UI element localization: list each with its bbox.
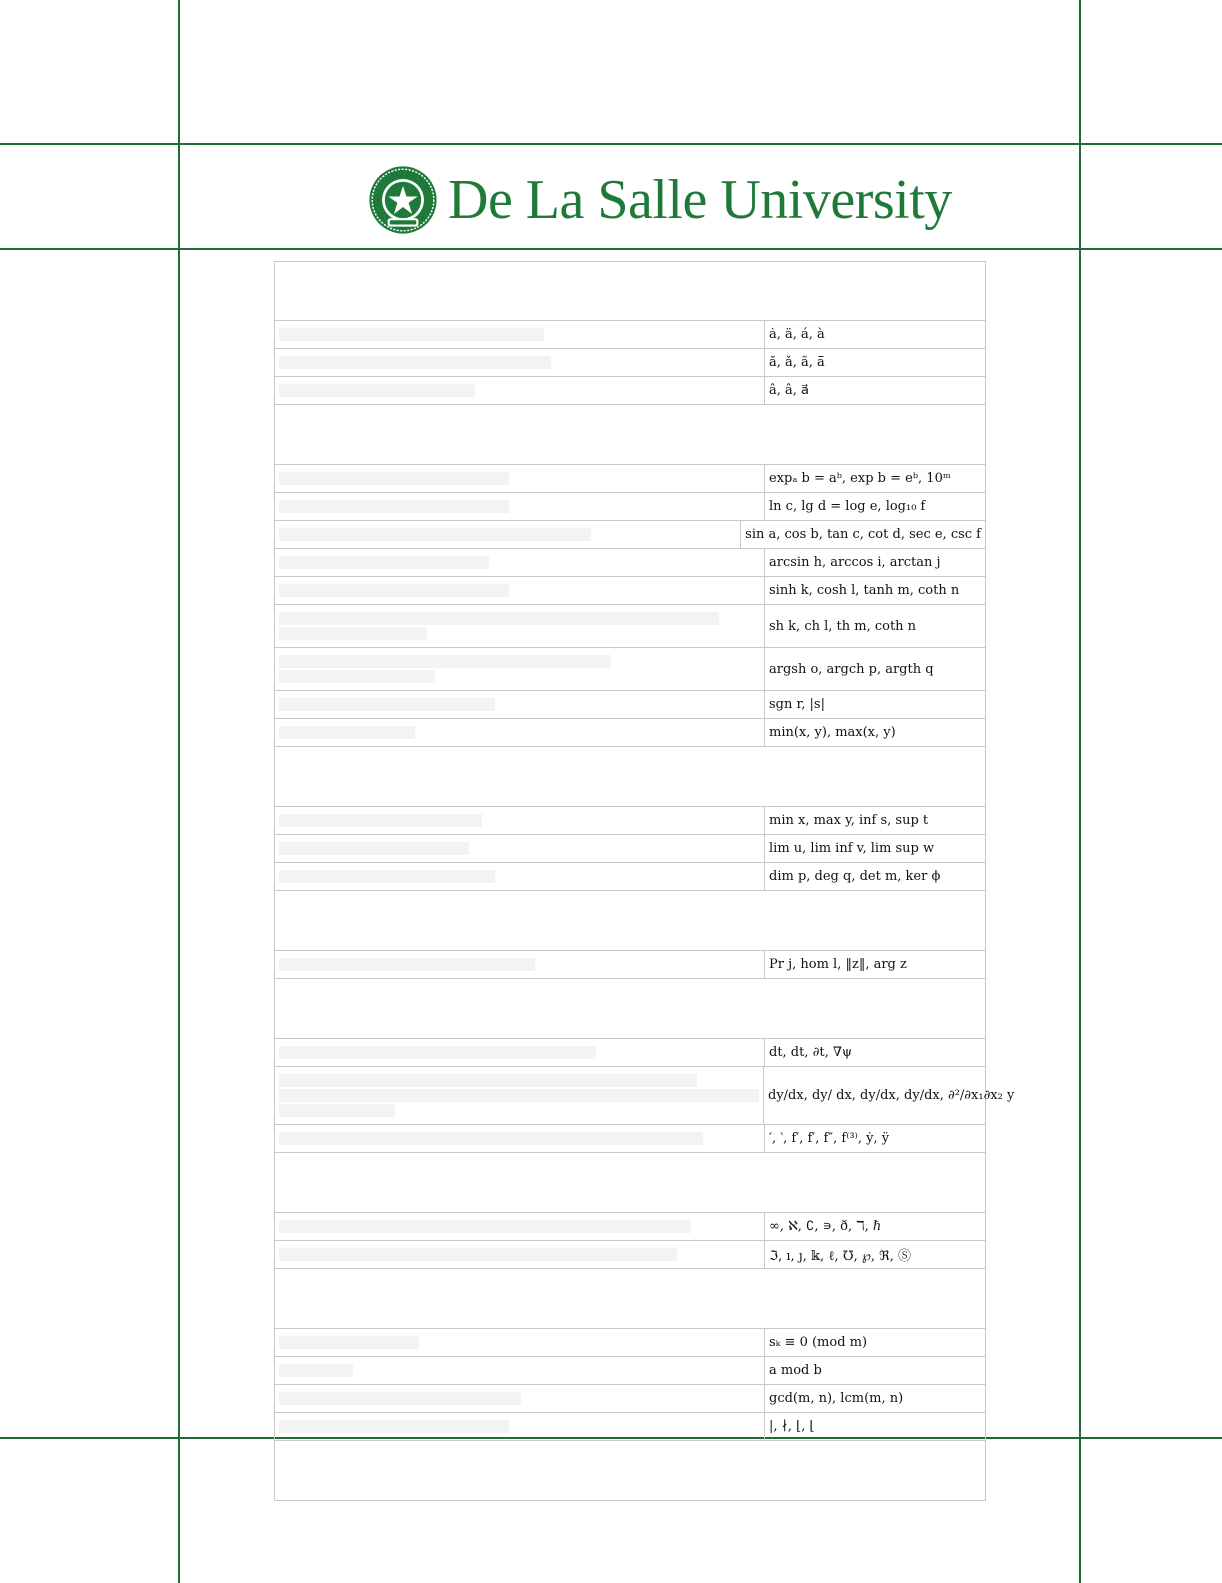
description-cell xyxy=(275,835,765,862)
redacted-text-bar xyxy=(279,655,611,668)
formula-cell: ȧ, ä, á, à xyxy=(769,327,825,342)
formula-cell: ln c, lg d = log e, log₁₀ f xyxy=(769,499,926,514)
redacted-text-bar xyxy=(279,1074,697,1087)
redacted-text-bar xyxy=(279,528,591,541)
description-cell xyxy=(275,321,765,348)
table-row xyxy=(274,1413,986,1441)
description-cell xyxy=(275,691,765,718)
redacted-text-bar xyxy=(279,500,509,513)
table-row xyxy=(274,577,986,605)
formula-cell: dim p, deg q, det m, ker ϕ xyxy=(769,869,941,884)
table-section-header xyxy=(274,1153,986,1213)
redacted-text-bar xyxy=(279,670,435,683)
table-row xyxy=(274,1039,986,1067)
table-row xyxy=(274,863,986,891)
formula-cell: min x, max y, inf s, sup t xyxy=(769,813,929,828)
redacted-text-bar xyxy=(279,1392,521,1405)
table-row xyxy=(274,1067,1015,1125)
guide-line-top xyxy=(0,143,1222,145)
table-row xyxy=(274,377,986,405)
formula-cell: ă, ǎ, ã, ā̄ xyxy=(769,355,825,370)
formula-cell: a mod b xyxy=(769,1363,822,1378)
formula-cell: gcd(m, n), lcm(m, n) xyxy=(769,1391,904,1406)
description-cell xyxy=(275,549,765,576)
description-cell xyxy=(275,465,765,492)
math-symbols-table xyxy=(274,261,1015,1501)
redacted-text-bar xyxy=(279,698,495,711)
table-row xyxy=(274,521,986,549)
description-cell xyxy=(275,807,765,834)
table-row xyxy=(274,691,986,719)
description-cell xyxy=(275,648,765,690)
table-row xyxy=(274,1329,986,1357)
redacted-text-bar xyxy=(279,1220,691,1233)
table-row xyxy=(274,349,986,377)
table-row xyxy=(274,321,986,349)
description-cell xyxy=(275,1067,764,1124)
formula-cell: sinh k, cosh l, tanh m, coth n xyxy=(769,583,960,598)
table-row xyxy=(274,648,986,691)
formula-cell: lim u, lim inf v, lim sup w xyxy=(769,841,935,856)
formula-cell: sh k, ch l, th m, coth n xyxy=(769,618,917,634)
table-row xyxy=(274,1385,986,1413)
description-cell xyxy=(275,521,741,548)
description-cell xyxy=(275,349,765,376)
formula-cell: ′, ‵, f′, f′, f″, f⁽³⁾, ẏ, ÿ xyxy=(769,1131,890,1146)
table-row xyxy=(274,493,986,521)
redacted-text-bar xyxy=(279,1132,703,1145)
redacted-text-bar xyxy=(279,1336,419,1349)
table-row xyxy=(274,1125,986,1153)
table-row xyxy=(274,951,986,979)
redacted-text-bar xyxy=(279,870,495,883)
formula-cell: ∞, ℵ, ∁, ∍, ð, ℸ, ℏ xyxy=(769,1219,882,1234)
description-cell xyxy=(275,1413,765,1440)
redacted-text-bar xyxy=(279,1420,509,1433)
table-row xyxy=(274,549,986,577)
redacted-text-bar xyxy=(279,356,551,369)
table-section-header xyxy=(274,747,986,807)
guide-line-header-bottom xyxy=(0,248,1222,250)
formula-cell: Pr j, hom l, ‖z‖, arg z xyxy=(769,957,907,972)
redacted-text-bar xyxy=(279,814,482,827)
description-cell xyxy=(275,719,765,746)
formula-cell: ℑ, ı, ȷ, 𝕜, ℓ, ℧, ℘, ℜ, Ⓢ xyxy=(769,1249,912,1264)
table-row xyxy=(274,807,986,835)
description-cell xyxy=(275,1357,765,1384)
table-row xyxy=(274,719,986,747)
description-cell xyxy=(275,1213,765,1240)
description-cell xyxy=(275,951,765,978)
table-section-header xyxy=(274,1269,986,1329)
formula-cell: dt, dt, ∂t, ∇ψ xyxy=(769,1045,853,1060)
formula-cell: dy/dx, dy/ dx, dy/dx, dy/dx, ∂²/∂x₁∂x₂ y xyxy=(768,1088,1015,1103)
table-row xyxy=(274,465,986,493)
table-row xyxy=(274,835,986,863)
formula-cell: sgn r, |s| xyxy=(769,697,825,712)
description-cell xyxy=(275,577,765,604)
formula-cell: sin a, cos b, tan c, cot d, sec e, csc f xyxy=(745,527,981,542)
description-cell xyxy=(275,863,765,890)
university-name: De La Salle University xyxy=(448,169,952,231)
description-cell xyxy=(275,1039,765,1066)
redacted-text-bar xyxy=(279,1046,596,1059)
formula-cell: argsh o, argch p, argth q xyxy=(769,661,934,677)
formula-cell: expₐ b = aᵇ, exp b = eᵇ, 10ᵐ xyxy=(769,471,951,486)
description-cell xyxy=(275,605,765,647)
guide-line-right xyxy=(1079,0,1081,1583)
description-cell xyxy=(275,493,765,520)
formula-cell: sₖ ≡ 0 (mod m) xyxy=(769,1335,868,1350)
table-row xyxy=(274,605,986,648)
description-cell xyxy=(275,1385,765,1412)
table-row xyxy=(274,1357,986,1385)
formula-cell: â, â, a⃗ xyxy=(769,383,809,398)
redacted-text-bar xyxy=(279,612,719,625)
redacted-text-bar xyxy=(279,842,469,855)
redacted-text-bar xyxy=(279,1364,353,1377)
table-row xyxy=(274,1241,986,1269)
formula-cell: arcsin h, arccos i, arctan j xyxy=(769,555,941,570)
description-cell xyxy=(275,1241,765,1268)
redacted-text-bar xyxy=(279,958,535,971)
redacted-text-bar xyxy=(279,1104,395,1117)
redacted-text-bar xyxy=(279,556,489,569)
table-section-header xyxy=(274,261,986,321)
table-section-header xyxy=(274,979,986,1039)
formula-cell: |, ∤, ⌊, ⌊ xyxy=(769,1419,815,1434)
description-cell xyxy=(275,1125,765,1152)
redacted-text-bar xyxy=(279,726,415,739)
table-section-header xyxy=(274,891,986,951)
university-logo xyxy=(368,164,952,236)
redacted-text-bar xyxy=(279,328,544,341)
description-cell xyxy=(275,1329,765,1356)
redacted-text-bar xyxy=(279,584,509,597)
formula-cell: min(x, y), max(x, y) xyxy=(769,725,896,740)
redacted-text-bar xyxy=(279,1089,759,1102)
redacted-text-bar xyxy=(279,384,475,397)
redacted-text-bar xyxy=(279,472,509,485)
description-cell xyxy=(275,377,765,404)
table-row xyxy=(274,1213,986,1241)
redacted-text-bar xyxy=(279,1248,677,1261)
guide-line-left xyxy=(178,0,180,1583)
university-seal-icon xyxy=(368,165,438,235)
redacted-text-bar xyxy=(279,627,427,640)
table-section-header xyxy=(274,405,986,465)
table-section-header xyxy=(274,1441,986,1501)
